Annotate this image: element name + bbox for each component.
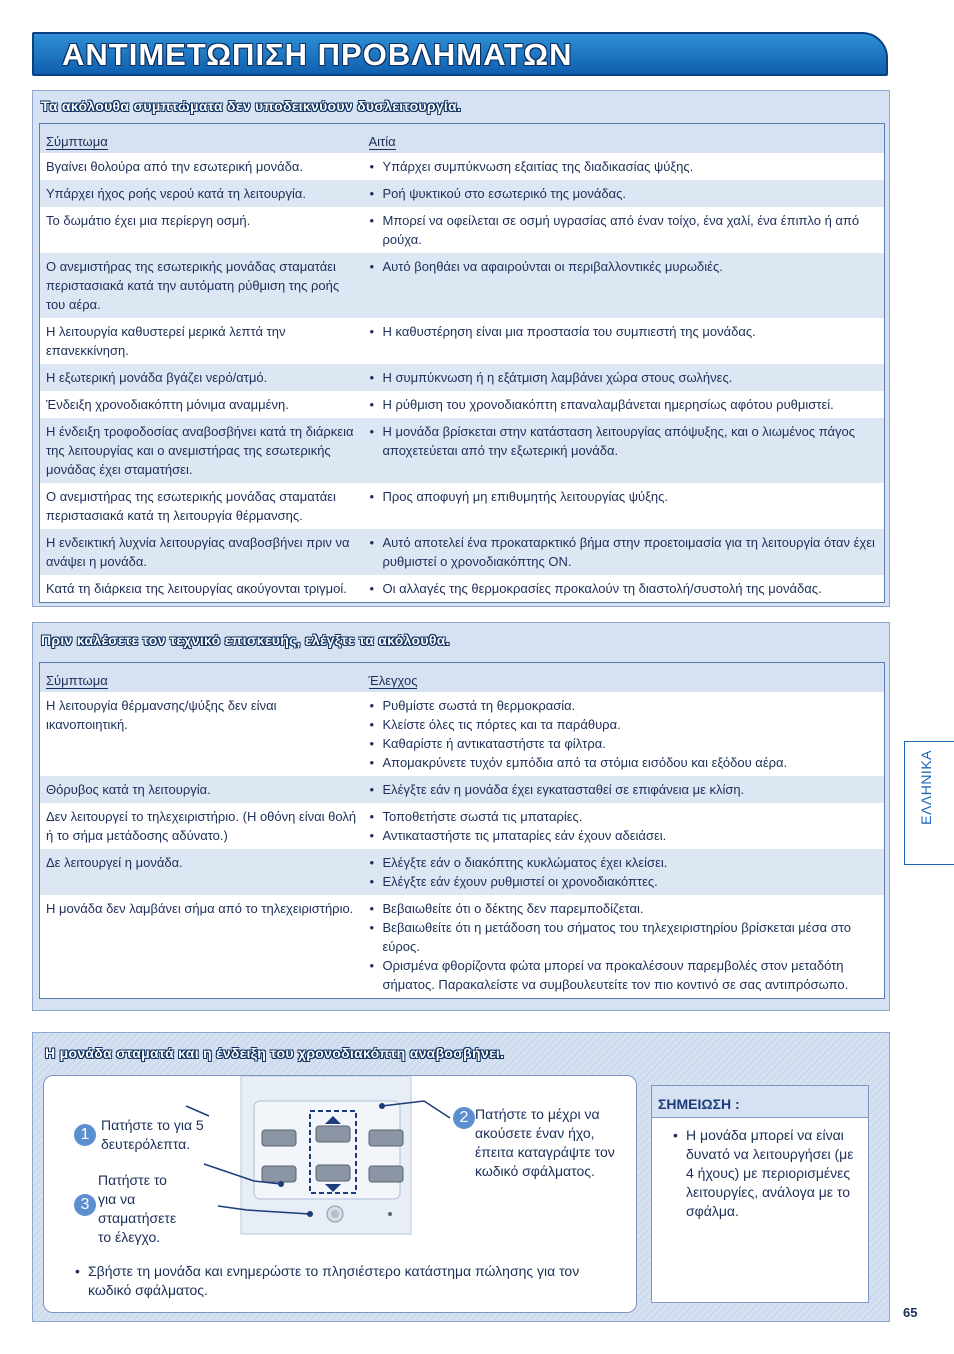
symptom-cell: Το δωμάτιο έχει μια περίεργη οσμή. (46, 213, 251, 228)
table-row (40, 207, 885, 253)
cause-cell (363, 153, 885, 180)
note-box (651, 1085, 869, 1303)
symptom-cell: Θόρυβος κατά τη λειτουργία. (40, 776, 363, 803)
check-item: • Ορισμένα φθορίζοντα φώτα μπορεί να προκαλέσουν παρεμβολές στον μεταδότη σήματος. Παρακαλείστε να συμβουλευτείτε τον πιο κοντινό σε σας αντιπρόσωπο. (383, 956, 879, 994)
symptoms-table (39, 123, 885, 603)
table-header (40, 663, 885, 693)
cause-item: • Η συμπύκνωση ή η εξάτμιση λαμβάνει χώρα στους σωλήνες. (383, 368, 879, 387)
symptom-cell: Ο ανεμιστήρας της εσωτερικής μονάδας σταματάει περιστασιακά κατά τη λειτουργία θέρμανσης. (46, 489, 336, 523)
note-title: ΣΗΜΕΙΩΣΗ : (652, 1086, 868, 1118)
check-cell (363, 895, 885, 999)
table-row (40, 803, 885, 849)
column-header-symptom: Σύμπτωμα (40, 124, 363, 154)
check-item: • Τοποθετήστε σωστά τις μπαταρίες. (383, 807, 879, 826)
table-row (40, 153, 885, 180)
remote-button-left-top[interactable] (262, 1130, 296, 1146)
table-row (40, 575, 885, 603)
table-header (40, 124, 885, 154)
note-text: • Η μονάδα μπορεί να είναι δυνατό να λειτουργήσει (με 4 ήχους) με περιορισμένες λειτουργίες, ανάλογα με το σφάλμα. (672, 1126, 860, 1221)
cause-item: • Οι αλλαγές της θερμοκρασίες προκαλούν τη διαστολή/συστολή της μονάδας. (383, 579, 879, 598)
check-item: • Απομακρύνετε τυχόν εμπόδια από τα στόμια εισόδου και εξόδου αέρα. (383, 753, 879, 772)
checks-table (39, 662, 885, 999)
cause-item: • Προς αποφυγή μη επιθυμητής λειτουργίας ψύξης. (383, 487, 879, 506)
table-row (40, 391, 885, 418)
column-header-check: Έλεγχος (363, 663, 885, 693)
check-item: • Ελέγξτε εάν ο διακόπτης κυκλώματος έχει κλείσει. (383, 853, 879, 872)
step-2-badge: 2 (453, 1107, 475, 1129)
section-heading: Η μονάδα σταματά και η ένδειξη του χρονοδιακόπτη αναβοσβήνει. (45, 1045, 505, 1061)
table-row (40, 529, 885, 575)
cause-item: • Η ρύθμιση του χρονοδιακόπτη επαναλαμβάνεται ημερησίως αφότου ρυθμιστεί. (383, 395, 879, 414)
check-cell (363, 692, 885, 776)
section-error-code (32, 1032, 890, 1322)
table-row (40, 418, 885, 483)
table-row (40, 318, 885, 364)
page-number: 65 (903, 1305, 918, 1320)
column-header-symptom: Σύμπτωμα (40, 663, 363, 693)
step-1-badge: 1 (74, 1124, 96, 1146)
table-row (40, 253, 885, 318)
remote-button-left-bottom[interactable] (262, 1166, 296, 1182)
check-item: • Ελέγξτε εάν η μονάδα έχει εγκατασταθεί σε επιφάνεια με κλίση. (383, 780, 879, 799)
table-row (40, 776, 885, 803)
table-row (40, 849, 885, 895)
symptom-cell: Ένδειξη χρονοδιακόπτη μόνιμα αναμμένη. (46, 397, 289, 412)
cause-item: • Αυτό αποτελεί ένα προκαταρκτικό βήμα στην προετοιμασία για τη λειτουργία όταν έχει ρυθμιστεί ο χρονοδιακόπτης ON. (383, 533, 879, 571)
table-row (40, 364, 885, 391)
cause-item: • Ροή ψυκτικού στο εσωτερικό της μονάδας. (383, 184, 879, 203)
page-title-bar (32, 32, 888, 76)
check-item: • Αντικαταστήστε τις μπαταρίες εάν έχουν αδειάσει. (383, 826, 879, 845)
page-title: ΑΝΤΙΜΕΤΩΠΙΣΗ ΠΡΟΒΛΗΜΑΤΩΝ (62, 37, 573, 72)
indicator-dot (388, 1212, 392, 1216)
cause-cell (363, 391, 885, 418)
remote-button-right-bottom[interactable] (369, 1166, 403, 1182)
cause-cell (363, 483, 885, 529)
table-row (40, 180, 885, 207)
cause-cell (363, 318, 885, 364)
symptom-cell: Δεν λειτουργεί το τηλεχειριστήριο. (Η οθόνη είναι θολή ή το σήμα μετάδοσης αδύνατο.) (46, 809, 357, 843)
bottom-note: • Σβήστε τη μονάδα και ενημερώστε το πλησιέστερο κατάστημα πώλησης για τον κωδικό σφάλματος. (74, 1262, 619, 1300)
procedure-box (43, 1075, 637, 1313)
step-2-text: Πατήστε το μέχρι να ακούσετε έναν ήχο, έπειτα καταγράψτε τον κωδικό σφάλματος. (475, 1106, 615, 1179)
check-item: • Βεβαιωθείτε ότι ο δέκτης δεν παρεμποδίζεται. (383, 899, 879, 918)
symptom-cell: Η λειτουργία θέρμανσης/ψύξης δεν είναι ικανοποιητική. (46, 698, 277, 732)
cause-cell (363, 529, 885, 575)
column-header-cause: Αιτία (363, 124, 885, 154)
symptom-cell: Βγαίνει θολούρα από την εσωτερική μονάδα. (46, 159, 303, 174)
check-button-icon[interactable] (327, 1206, 343, 1222)
table-row (40, 895, 885, 999)
step-3-badge: 3 (74, 1194, 96, 1216)
cause-item: • Η καθυστέρηση είναι μια προστασία του συμπιεστή της μονάδας. (383, 322, 879, 341)
symptom-cell: Κατά τη διάρκεια της λειτουργίας ακούγονται τριγμοί. (46, 581, 347, 596)
table-row (40, 692, 885, 776)
cause-cell (363, 180, 885, 207)
language-tab (904, 741, 954, 865)
symptom-cell: Δε λειτουργεί η μονάδα. (40, 849, 363, 895)
check-item: • Βεβαιωθείτε ότι η μετάδοση του σήματος του τηλεχειριστηρίου βρίσκεται μέσα στο εύρος. (383, 918, 879, 956)
cause-item: • Η μονάδα βρίσκεται στην κατάσταση λειτουργίας απόψυξης, και ο λιωμένος πάγος αποχετεύεται από την εξωτερική μονάδα. (383, 422, 879, 460)
cause-item: • Υπάρχει συμπύκνωση εξαιτίας της διαδικασίας ψύξης. (383, 157, 879, 176)
check-item: • Κλείστε όλες τις πόρτες και τα παράθυρα. (383, 715, 879, 734)
section-before-calling (32, 622, 890, 1011)
cause-cell (363, 418, 885, 483)
cause-cell (363, 253, 885, 318)
cause-cell (363, 207, 885, 253)
symptom-cell: Η εξωτερική μονάδα βγάζει νερό/ατμό. (40, 364, 363, 391)
cause-item: • Μπορεί να οφείλεται σε οσμή υγρασίας από έναν τοίχο, ένα χαλί, ένα έπιπλο ή από ρούχα. (383, 211, 879, 249)
step-3-text: Πατήστε το για να σταματήσετε το έλεγχο. (98, 1172, 177, 1245)
symptom-cell: Υπάρχει ήχος ροής νερού κατά τη λειτουργία. (40, 180, 363, 207)
cause-cell (363, 575, 885, 603)
symptom-cell: Η ένδειξη τροφοδοσίας αναβοσβήνει κατά τη διάρκεια της λειτουργίας και ο ανεμιστήρας της εσωτερικής μονάδας έχει σταματήσει. (40, 418, 363, 483)
remote-button-right-top[interactable] (369, 1130, 403, 1146)
section-heading: Τα ακόλουθα συμπτώματα δεν υποδεικνύουν δυσλειτουργία. (41, 98, 462, 114)
cause-cell (363, 364, 885, 391)
symptom-cell: Η λειτουργία καθυστερεί μερικά λεπτά την επανεκκίνηση. (46, 324, 286, 358)
cause-item: • Αυτό βοηθάει να αφαιρούνται οι περιβαλλοντικές μυρωδιές. (383, 257, 879, 276)
remote-button-up[interactable] (316, 1126, 350, 1142)
remote-control-illustration (144, 1076, 464, 1236)
table-row (40, 483, 885, 529)
section-heading: Πριν καλέσετε τον τεχνικό επισκευής, ελέγξτε τα ακόλουθα. (41, 632, 450, 648)
symptom-cell: Η ενδεικτική λυχνία λειτουργίας αναβοσβήνει πριν να ανάψει η μονάδα. (40, 529, 363, 575)
check-cell (363, 776, 885, 803)
check-cell (363, 803, 885, 849)
check-item: • Καθαρίστε ή αντικαταστήστε τα φίλτρα. (383, 734, 879, 753)
symptom-cell: Ο ανεμιστήρας της εσωτερικής μονάδας σταματάει περιστασιακά κατά την αυτόματη ρύθμιση της ροής του αέρα. (40, 253, 363, 318)
remote-button-down[interactable] (316, 1165, 350, 1181)
symptom-cell: Η μονάδα δεν λαμβάνει σήμα από το τηλεχειριστήριο. (46, 901, 354, 916)
language-label: ΕΛΛΗΝΙΚΑ (918, 750, 934, 825)
check-item: • Ελέγξτε εάν έχουν ρυθμιστεί οι χρονοδιακόπτες. (383, 872, 879, 891)
check-item: • Ρυθμίστε σωστά τη θερμοκρασία. (383, 696, 879, 715)
check-cell (363, 849, 885, 895)
step-1-text: Πατήστε το για 5 δευτερόλεπτα. (101, 1117, 204, 1152)
section-no-malfunction (32, 90, 890, 607)
